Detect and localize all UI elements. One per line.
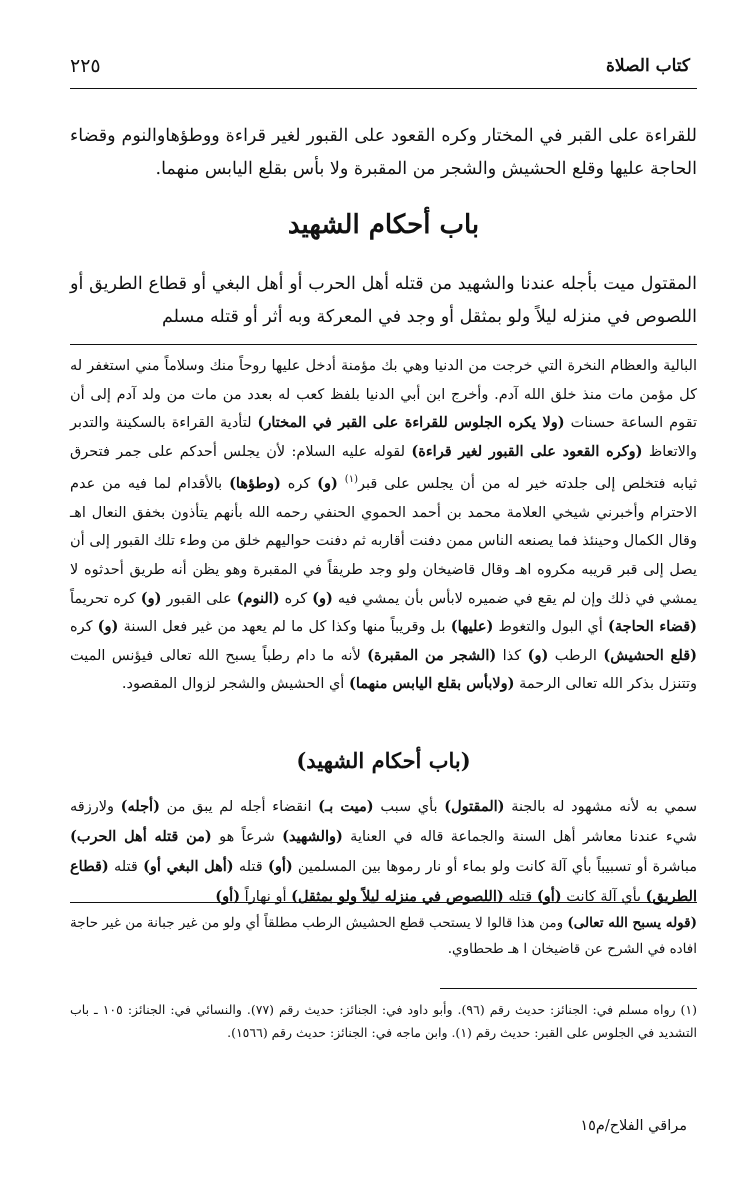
sharh-bold-quote: (أو) [536,888,562,905]
hashiya-text: ومن هذا قالوا لا يستحب قطع الحشيش الرطب مطلقاً أي ولو من غير جبانة من غير حاجة افاده في الشرح عن قاضيخان ا هـ طحطاوي. [70,915,697,957]
sharh-chapter-title: (باب أحكام الشهيد) [296,748,471,773]
sharh-text: قتله [503,889,537,905]
sharh-bold-quote: (ولابأس بقلع اليابس منهما) [348,675,515,693]
sharh-text: كره [280,476,318,493]
sharh-text: ولارزقه شيء عندنا معاشر أهل السنة والجماعة قاله في العناية [70,799,697,845]
sharh-text: انقضاء أجله لم يبق من [159,799,319,815]
sharh-text: كره [279,590,313,607]
matn-paragraph-2: المقتول ميت بأجله عندنا والشهيد من قتله أهل الحرب أو أهل البغي أو قطاع الطريق أو اللصوص في منزله ليلاً ولو بمثقل أو وجد في المعركة وبه أثر أو قتله مسلم [70,274,697,327]
sharh-bold-quote: (ولا يكره الجلوس للقراءة على القبر في المختار) [257,414,565,432]
sharh-bold-quote: (أو) [215,888,241,905]
sharh-bold-quote: (عليها) [450,618,494,636]
sharh-bold-quote: (و) [527,646,549,664]
matn-paragraph-1: للقراءة على القبر في المختار وكره القعود على القبور لغير قراءة ووطؤهاوالنوم وقضاء الحاجة عليها وقلع الحشيش والشجر من المقبرة ولا بأس بقلع اليابس منهما. [70,126,697,179]
sharh-bold-quote: (والشهيد) [282,828,343,845]
book-title: كتاب الصلاة [605,56,690,76]
sharh-text: بأي سبب [373,799,445,815]
sharh-paragraph-1 [70,352,697,699]
sharh-text: قتله [233,859,268,875]
sharh-text: بالأقدام لما فيه من عدم الاحترام وأخبرني شيخي العلامة محمد بن أحمد الحموي الحنفي رحمه الله بأنهم يتأذون بخفق النعال اهـ وقال الكمال وحينئذ فما يصنعه الناس ممن دفنت أقاربه ثم دفنت حواليهم خلق من وطء تلك القبور إلى أن يصل إلى قبر قريبه مكروه اهـ وقال قاضيخان ولو وجد طريقاً في المقبرة وهو يظن أنه طريق أحدثوه لا يمشي في ذلك وإن لم يقع في ضميره لابأس بأن يمشي فيه [70,476,698,607]
sharh-text: بل وقريباً منها وكذا كل ما لم يعهد من غير فعل السنة [118,619,451,636]
footnote-ref: (١) [344,474,358,486]
sharh-text: بأي آلة كانت [561,889,646,905]
page-number: ٢٢٥ [70,55,101,77]
sharh-bold-quote: (و) [97,618,119,636]
footnote-separator [440,988,697,989]
sharh-bold-quote: (اللصوص في منزله ليلاً ولو بمثقل) [291,888,504,905]
hashiya-bold-quote: (قوله يسبح الله تعالى) [567,915,698,931]
running-header [70,56,690,86]
matn-sharh-separator [70,344,697,345]
sharh-text: البالية والعظام النخرة التي خرجت من الدنيا وهي بك مؤمنة أدخل عليها روحاً منك وسلاماً مني استغفر له كل مؤمن مات منذ خلق الله آدم. وأخرج ابن أبي الدنيا بلفظ كعب له بعدد من مات من ولد آدم إلى أن تقوم الساعة حسنات [70,358,698,432]
sharh-bold-quote: (أو) [267,858,293,875]
hashiya-separator [70,902,697,903]
sharh-bold-quote: (المقتول) [444,798,505,815]
sharh-text: شرعاً هو [211,829,283,845]
sharh-text: أي البول والتغوط [493,619,608,636]
sharh-bold-quote: (و) [317,475,338,493]
sharh-bold-quote: (قضاء الحاجة) [607,618,697,636]
sharh-bold-quote: (النوم) [236,589,280,607]
sharh-bold-quote: (و) [312,589,333,607]
page-signature: مراقي الفلاح/م١٥ [580,1118,687,1134]
sharh-text: كره [70,619,98,636]
sharh-bold-quote: (وطؤها) [229,475,281,493]
sharh-bold-quote: (من قتله أهل الحرب) [70,828,212,845]
sharh-text: كذا [496,647,528,664]
sharh-bold-quote: (أهل البغي أو) [143,858,234,875]
matn-chapter-title: باب أحكام الشهيد [287,210,480,240]
sharh-text: سمي به لأنه مشهود له بالجنة [504,799,697,815]
sharh-text: لأنه ما دام رطباً يسبح الله تعالى فيؤنس الميت وتتنزل بذكر الله تعالى الرحمة [70,647,697,693]
sharh-text: الرطب [548,647,604,664]
header-rule [70,88,697,89]
sharh-bold-quote: (ميت بـ) [318,798,374,815]
sharh-text: مباشرة أو تسبيباً بأي آلة كانت ولو بماء أو نار رموها بين المسلمين [292,859,697,875]
sharh-text: أي الحشيش والشجر لزوال المقصود. [121,676,349,693]
sharh-bold-quote: (قلع الحشيش) [603,646,697,664]
sharh-text: على القبور [161,590,237,607]
sharh-bold-quote: (قطاع الطريق) [70,858,697,905]
sharh-bold-quote: (أجله) [120,798,160,815]
sharh-bold-quote: (الشجر من المقبرة) [367,646,497,664]
footnote: (١) رواه مسلم في: الجنائز: حديث رقم (٩٦). وأبو داود في: الجنائز: حديث رقم (٧٧). والنسائي في: الجنائز: ١٠٥ ـ باب التشديد في الجلوس على القبر: حديث رقم (١). وابن ماجه في: الجنائز: حديث رقم (١٥٦٦). [70,1002,697,1040]
sharh-bold-quote: (وكره القعود على القبور لغير قراءة) [411,442,643,460]
sharh-paragraph-2 [70,792,697,912]
sharh-text: كره تحريماً [70,590,141,607]
sharh-text [338,476,345,492]
sharh-text: لتأدية القراءة بالسكينة والتدبر والاتعاظ [70,415,697,460]
sharh-text: أو نهاراً [240,889,292,905]
hashiya-note [70,910,697,962]
sharh-text: قتله [108,859,144,875]
sharh-text: لقوله عليه السلام: لأن يجلس أحدكم على جمر فتحرق ثيابه فتخلص إلى جلدته خير له من أن يجلس على قبر [70,443,697,493]
sharh-bold-quote: (و) [140,589,162,607]
